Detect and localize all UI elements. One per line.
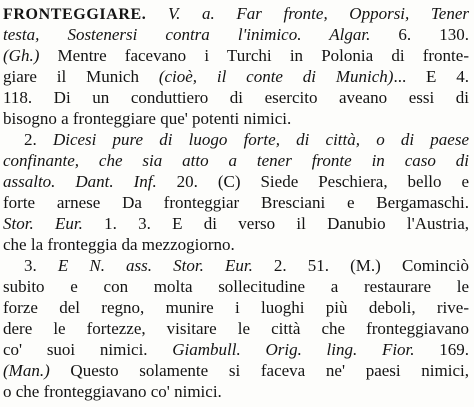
citation-reference: ... E 4. bbox=[393, 67, 470, 86]
sense-number: 2. bbox=[24, 130, 53, 149]
definition-text: testa, Sostenersi contra l'inimico. Algar. bbox=[3, 25, 371, 44]
sense-number: 3. bbox=[24, 256, 58, 275]
quotation-text: 2. 51. (M.) Cominciò bbox=[252, 256, 470, 275]
quotation-gloss: (cioè, il conte di Munich) bbox=[158, 67, 394, 86]
quotation-text: o che fronteggiavano co' nimici. bbox=[3, 382, 222, 401]
source-abbreviation: Stor. Eur. bbox=[3, 214, 83, 233]
citation-reference: 169. bbox=[414, 340, 470, 359]
citation-reference: 6. 130. bbox=[370, 25, 470, 44]
source-abbreviation: (Gh.) bbox=[3, 46, 40, 65]
sense-definition: E N. ass. Stor. Eur. bbox=[57, 256, 253, 275]
sense-definition: assalto. Dant. Inf. bbox=[3, 172, 157, 191]
sense-definition: confinante, che sia atto a tener fronte in caso di bbox=[3, 151, 469, 170]
quotation-text: bisogno a fronteggiare que' potenti nimici. bbox=[3, 109, 292, 128]
quotation-text: forze del regno, munire i luoghi più deboli, rive- bbox=[3, 298, 469, 317]
quotation-text: Mentre facevano i Turchi in Polonia di fronte- bbox=[39, 46, 469, 65]
definition-text: V. a. Far fronte, Opporsi, Tener bbox=[146, 4, 469, 23]
quotation-text: Questo solamente si faceva ne' paesi nimici, bbox=[49, 361, 469, 380]
quotation-text: dere le fortezze, visitare le città che fronteggiavano bbox=[3, 319, 469, 338]
quotation-text: forte arnese Da fronteggiar Bresciani e Bergamaschi. bbox=[3, 193, 469, 212]
quotation-text: 118. Di un conduttiero di esercito aveano essi di bbox=[3, 88, 469, 107]
quotation-text: 1. 3. E di verso il Danubio l'Austria, bbox=[82, 214, 469, 233]
quotation-text: 20. (C) Siede Peschiera, bello e bbox=[156, 172, 470, 191]
source-abbreviation: Giambull. Orig. ling. Fior. bbox=[172, 340, 415, 359]
quotation-text: co' suoi nimici. bbox=[3, 340, 173, 359]
quotation-text: subito e con molta sollecitudine a restaurare le bbox=[3, 277, 469, 296]
sense-definition: Dicesi pure di luogo forte, di città, o di paese bbox=[52, 130, 469, 149]
quotation-text: giare il Munich bbox=[3, 67, 159, 86]
source-abbreviation: (Man.) bbox=[3, 361, 50, 380]
headword: FRONTEGGIARE. bbox=[3, 6, 147, 23]
quotation-text: che la fronteggia da mezzogiorno. bbox=[3, 235, 235, 254]
entry-line bbox=[3, 380, 469, 404]
